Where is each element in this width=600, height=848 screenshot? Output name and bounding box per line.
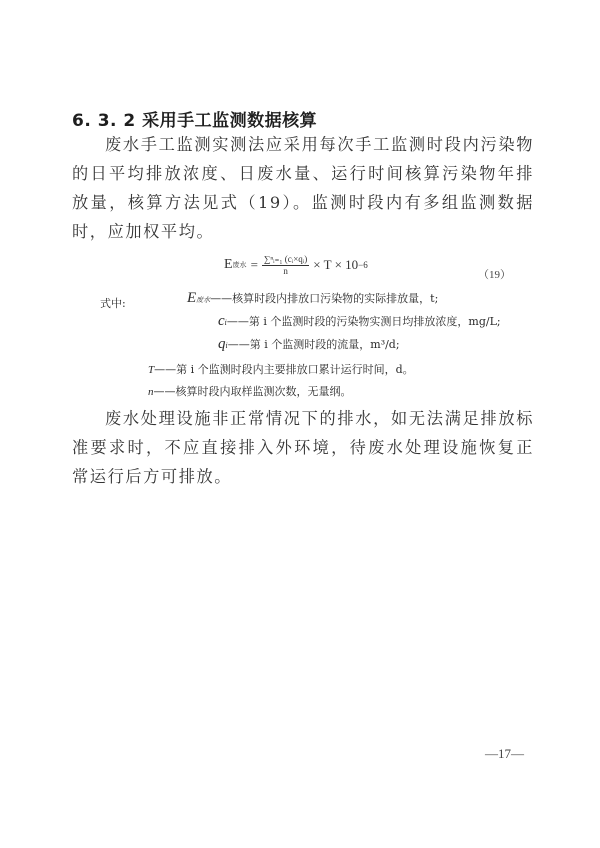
definition-T [148, 361, 414, 377]
definition-q [218, 336, 400, 353]
symbol-q: q [218, 336, 226, 352]
page-number: —17— [485, 746, 524, 761]
definition-c [218, 313, 501, 330]
definition-n [148, 383, 352, 399]
symbol-T: T [148, 364, 155, 376]
definition-E [187, 290, 438, 307]
definition-c-text: ——第 i 个监测时段的污染物实测日均排放浓度，mg/L; [226, 315, 501, 328]
symbol-q-sub: i [225, 342, 228, 350]
formula-rest: × T × 10 [313, 257, 359, 272]
paragraph-abnormal-discharge: 废水处理设施非正常情况下的排水，如无法满足排放标准要求时，不应直接排入外环境，待废水处理设施恢复正常运行后方可排放。 [72, 409, 534, 486]
symbol-n: n [148, 386, 154, 398]
formula-exponent: −6 [358, 260, 368, 270]
formula-denominator: n [283, 265, 288, 276]
symbol-c-sub: i [224, 319, 227, 327]
definitions-intro: 式中: [100, 297, 126, 310]
definition-E-text: ——核算时段内排放口污染物的实际排放量，t; [210, 292, 439, 305]
symbol-E: E [187, 290, 197, 306]
symbol-c: c [218, 313, 225, 329]
symbol-E-sub: 废水 [196, 296, 211, 304]
formula-fraction [262, 254, 309, 277]
section-heading: 6. 3. 2 采用手工监测数据核算 [72, 111, 318, 131]
formula-lhs: E [224, 257, 233, 272]
formula-numerator: ∑ⁿᵢ₌₁ (cᵢ×qᵢ) [263, 253, 308, 264]
definition-q-text: ——第 i 个监测时段的流量，m³/d; [227, 338, 400, 351]
formula-19 [224, 250, 368, 280]
definition-n-text: ——核算时段内取样监测次数，无量纲。 [153, 385, 352, 398]
definition-T-text: ——第 i 个监测时段内主要排放口累计运行时间，d。 [154, 363, 414, 376]
paragraph-manual-monitoring: 废水手工监测实测法应采用每次手工监测时段内污染物的日平均排放浓度、日废水量、运行时间核算污染物年排放量，核算方法见式（19）。监测时段内有多组监测数据时，应加权平均。 [72, 135, 534, 241]
formula-lhs-subscript: 废水 [232, 261, 247, 269]
formula-equals: = [250, 257, 258, 272]
equation-number: （19） [478, 269, 511, 281]
